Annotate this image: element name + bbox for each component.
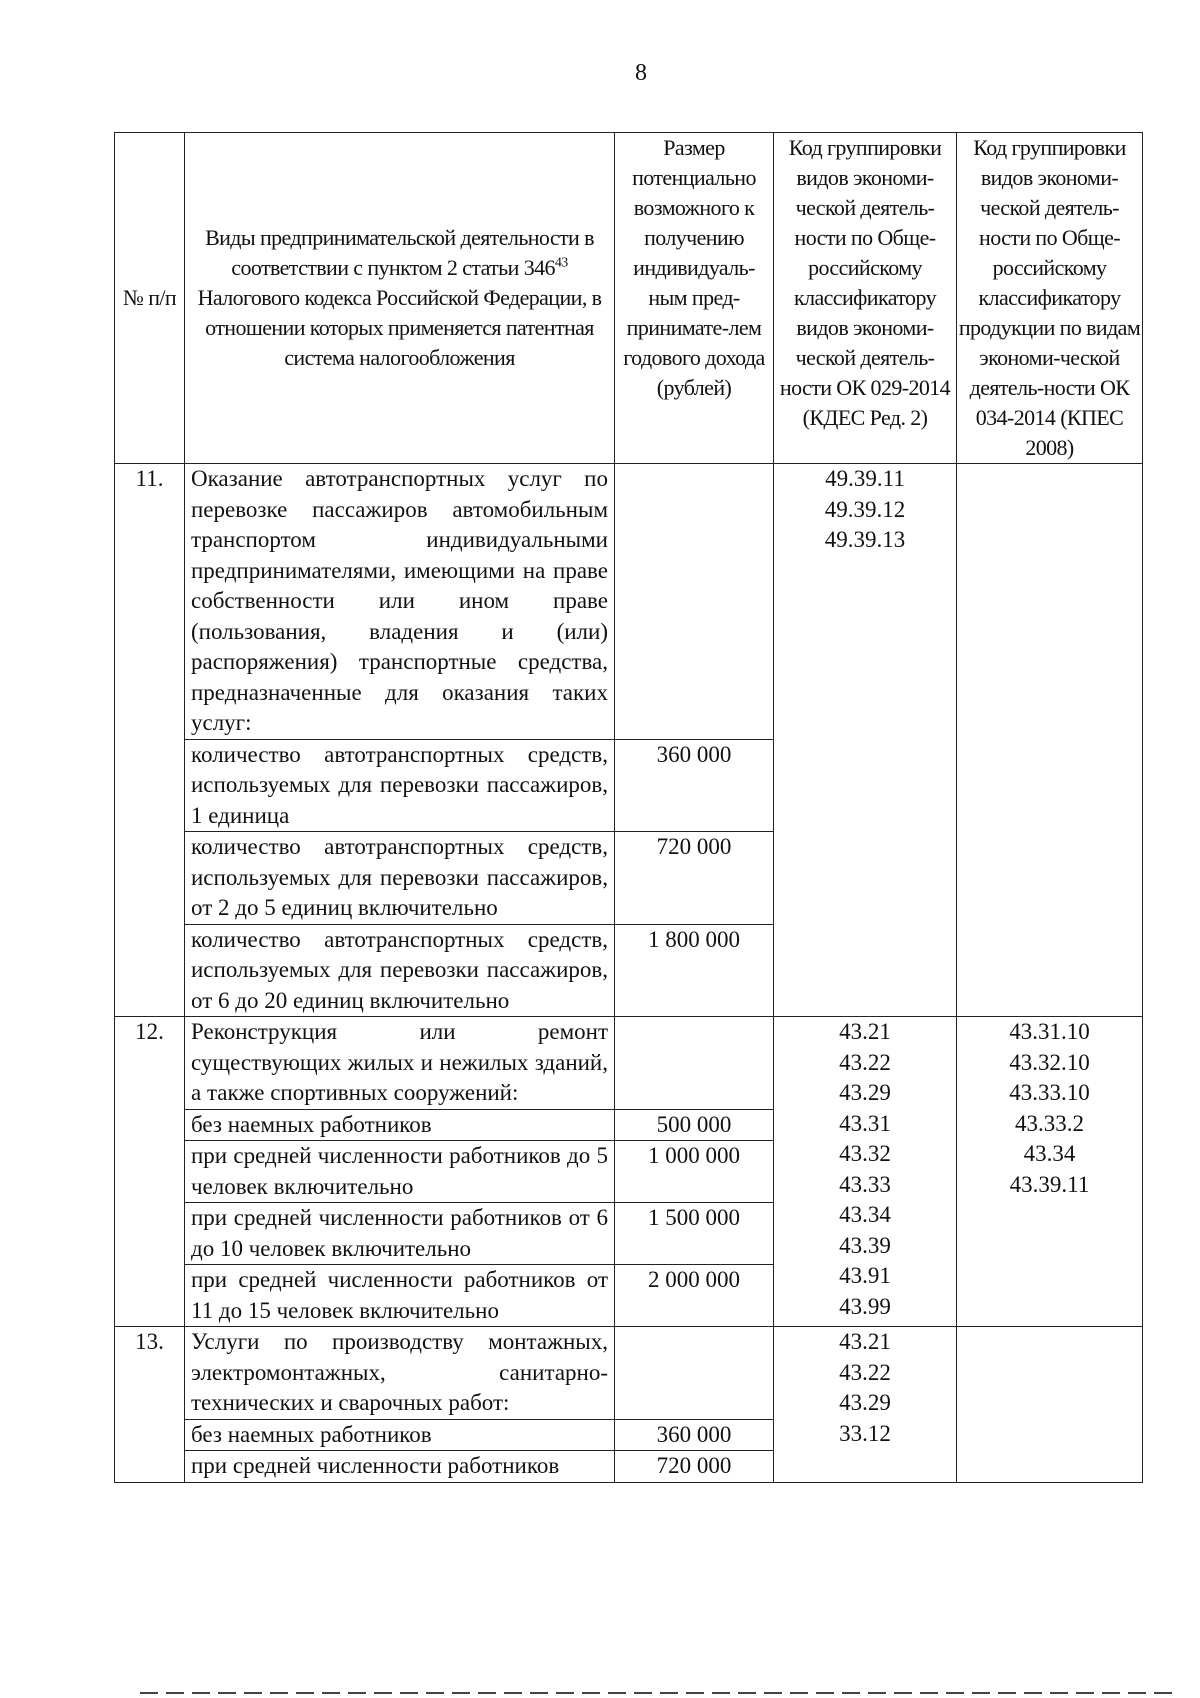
okpd-codes	[957, 1327, 1143, 1483]
okpd-code: 43.33.10	[1009, 1080, 1090, 1105]
sub-condition: количество автотранспортных средств, используемых для перевозки пассажиров, 1 единица	[185, 739, 615, 832]
income-value: 1 000 000	[615, 1141, 774, 1203]
income-value: 360 000	[615, 1419, 774, 1451]
okved-code: 43.22	[839, 1359, 891, 1385]
okpd-code: 43.33.2	[1015, 1110, 1084, 1136]
okved-code: 33.12	[839, 1420, 891, 1446]
sub-condition: количество автотранспортных средств, используемых для перевозки пассажиров, от 6 до 20 единиц включительно	[185, 924, 615, 1017]
income-value: 720 000	[615, 1451, 774, 1483]
sub-condition: без наемных работников	[185, 1419, 615, 1451]
row-number: 11.	[115, 464, 185, 1017]
sub-condition: количество автотранспортных средств, используемых для перевозки пассажиров, от 2 до 5 единиц включительно	[185, 832, 615, 925]
okpd-code: 43.31.10	[1009, 1019, 1090, 1044]
income-value: 360 000	[615, 739, 774, 832]
okved-code: 43.21	[839, 1329, 891, 1354]
okved-code: 43.91	[839, 1263, 891, 1288]
okved-code: 43.22	[839, 1049, 891, 1075]
okved-code: 43.34	[839, 1202, 891, 1227]
header-okved: Код группировки видов экономи-ческой деятель-ности по Обще-российскому классификатору видов экономи-ческой деятель-ности ОК 029-2014 (КДЕС Ред. 2)	[774, 133, 957, 464]
header-number: № п/п	[115, 133, 185, 464]
header-activity: Виды предпринимательской деятельности в соответствии с пунктом 2 статьи $346^{43}$ Налогового кодекса Российской Федерации, в отношении которых применяется патентная система налогообложения	[185, 133, 615, 464]
row-number: 12.	[115, 1017, 185, 1327]
income-empty	[615, 1017, 774, 1110]
okved-code: 43.31	[839, 1110, 891, 1136]
okpd-code: 43.39.11	[1009, 1171, 1090, 1197]
income-value: 2 000 000	[615, 1265, 774, 1327]
income-value: 1 800 000	[615, 924, 774, 1017]
okpd-code: 43.32.10	[1009, 1049, 1090, 1075]
income-value: 1 500 000	[615, 1203, 774, 1265]
okved-code: 49.39.13	[824, 527, 906, 552]
okved-code: 43.29	[839, 1080, 891, 1105]
row-number: 13.	[115, 1327, 185, 1483]
scan-edge-line	[140, 1692, 1180, 1694]
income-value: 720 000	[615, 832, 774, 925]
sub-condition: без наемных работников	[185, 1109, 615, 1141]
sub-condition: при средней численности работников до 5 человек включительно	[185, 1141, 615, 1203]
okved-code: 43.29	[839, 1390, 891, 1415]
okved-code: 43.99	[839, 1293, 891, 1319]
income-empty	[615, 1327, 774, 1420]
activity-row	[115, 1017, 1143, 1110]
okved-codes	[774, 1327, 957, 1483]
income-empty	[615, 464, 774, 740]
activity-title: Услуги по производству монтажных, электромонтажных, санитарно-технических и сварочных работ:	[185, 1327, 615, 1420]
sub-condition: при средней численности работников	[185, 1451, 615, 1483]
table-body	[115, 464, 1143, 1483]
page-number: 8	[635, 60, 647, 86]
header-okpd: Код группировки видов экономи-ческой деятель-ности по Обще-российскому классификатору продукции по видам экономи-ческой деятель-ности ОК 034-2014 (КПЕС 2008)	[957, 133, 1143, 464]
activity-row	[115, 464, 1143, 740]
activity-title: Оказание автотранспортных услуг по перевозке пассажиров автомобильным транспортом индивидуальными предпринимателями, имеющими на праве собственности или ином праве (пользования, владения и (или) распоряжения) транспортные средства, предназначенные для оказания таких услуг:	[185, 464, 615, 740]
okpd-code: 43.34	[1023, 1141, 1076, 1166]
okpd-codes	[957, 464, 1143, 1017]
patent-activities-table	[114, 132, 1143, 1483]
okved-code: 43.33	[839, 1171, 891, 1197]
activity-row	[115, 1327, 1143, 1420]
okved-codes	[774, 464, 957, 1017]
activity-title: Реконструкция или ремонт существующих жилых и нежилых зданий, а также спортивных сооружений:	[185, 1017, 615, 1110]
income-value: 500 000	[615, 1109, 774, 1141]
okved-code: 43.39	[839, 1232, 891, 1258]
header-income: Размер потенциально возможного к получению индивидуаль-ным пред-принимате-лем годового дохода (рублей)	[615, 133, 774, 464]
okved-codes	[774, 1017, 957, 1327]
okved-code: 43.21	[839, 1019, 891, 1044]
sub-condition: при средней численности работников от 6 до 10 человек включительно	[185, 1203, 615, 1265]
okved-code: 49.39.12	[824, 496, 906, 522]
okved-code: 43.32	[839, 1141, 891, 1166]
okpd-codes	[957, 1017, 1143, 1327]
okved-code: 49.39.11	[825, 466, 905, 491]
sub-condition: при средней численности работников от 11 до 15 человек включительно	[185, 1265, 615, 1327]
table-header-row	[115, 133, 1143, 464]
